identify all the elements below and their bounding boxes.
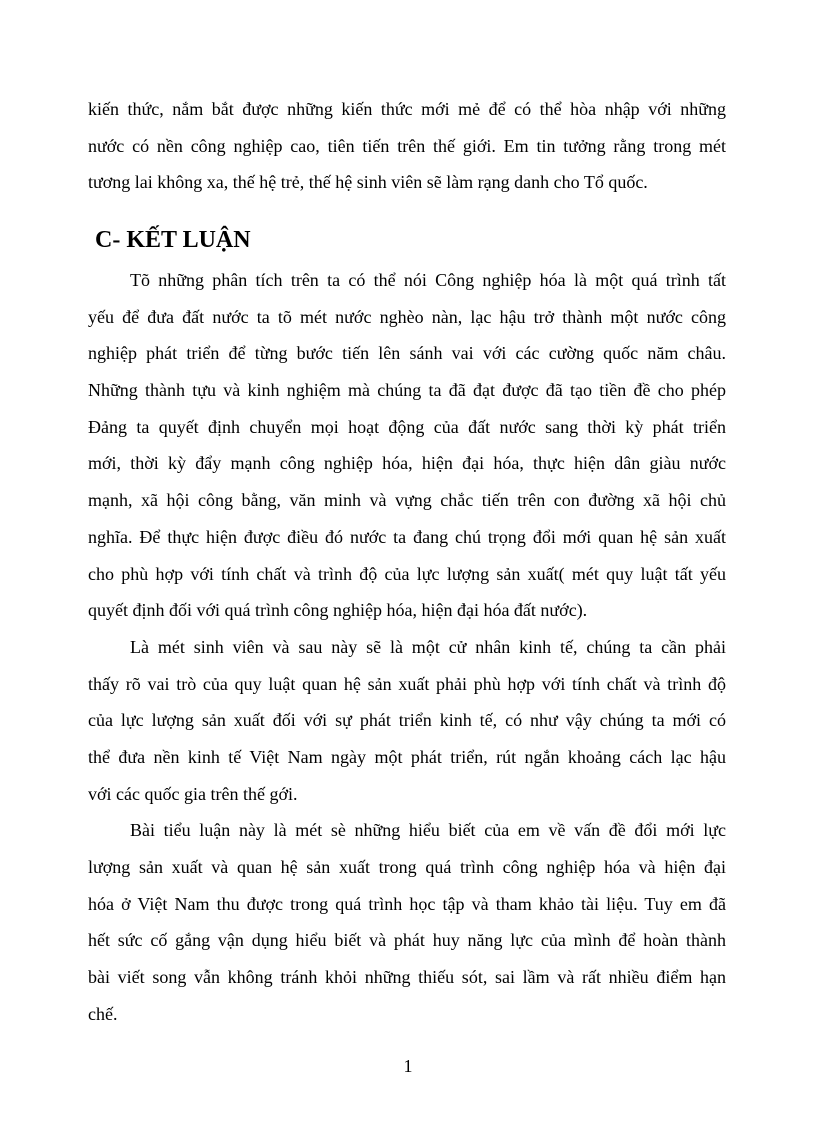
text-line: mạnh, xã hội công bằng, văn minh và vựng chắc tiến trên con đường xã hội chủ — [88, 490, 726, 511]
text-line: bài viết song vẫn không tránh khỏi những thiếu sót, sai lầm và rất nhiều điểm hạn — [88, 967, 726, 988]
text-line: hóa ở Việt Nam thu được trong quá trình học tập và tham khảo tài liệu. Tuy em đã — [88, 893, 726, 914]
paragraph-1 — [88, 262, 726, 629]
text-line: thấy rõ vai trò của quy luật quan hệ sản xuất phải phù hợp với tính chất và trình độ — [88, 673, 726, 694]
paragraph-2 — [88, 629, 726, 812]
text-line: kiến thức, nắm bắt được những kiến thức mới mẻ để có thể hòa nhập với những — [88, 99, 726, 119]
text-line: nghiệp phát triển để từng bước tiến lên sánh vai với các cường quốc năm châu. — [88, 343, 726, 364]
section-heading: C- KẾT LUẬN — [95, 227, 251, 253]
text-line: chế. — [88, 1003, 118, 1024]
text-line: nghĩa. Để thực hiện được điều đó nước ta đang chú trọng đổi mới quan hệ sản xuất — [88, 526, 726, 547]
text-line: Là mét sinh viên và sau này sẽ là một cử nhân kinh tế, chúng ta cần phải — [130, 636, 726, 657]
conclusion-body — [88, 262, 726, 1032]
page-number: 1 — [403, 1056, 413, 1076]
text-line: quyết định đối với quá trình công nghiệp hóa, hiện đại hóa đất nước). — [88, 600, 588, 621]
text-line: cho phù hợp với tính chất và trình độ của lực lượng sản xuất( mét quy luật tất yếu — [88, 563, 726, 584]
text-line: Tõ những phân tích trên ta có thể nói Công nghiệp hóa là một quá trình tất — [130, 270, 726, 290]
text-line: nước có nền công nghiệp cao, tiên tiến trên thế giới. Em tin tưởng rằng trong mét — [88, 135, 726, 156]
text-line: thể đưa nền kinh tế Việt Nam ngày một phát triển, rút ngắn khoảng cách lạc hậu — [88, 746, 726, 767]
text-line: hết sức cố gắng vận dụng hiểu biết và phát huy năng lực của mình để hoàn thành — [88, 930, 726, 951]
text-line: yếu để đưa đất nước ta tõ mét nước nghèo nàn, lạc hậu trở thành một nước công — [88, 306, 726, 327]
text-line: mới, thời kỳ đẩy mạnh công nghiệp hóa, hiện đại hóa, thực hiện dân giàu nước — [88, 453, 726, 474]
paragraph-3 — [88, 812, 726, 1032]
text-line: Bài tiểu luận này là mét sè những hiểu biết của em về vấn đề đổi mới lực — [130, 820, 726, 841]
text-line: của lực lượng sản xuất đối với sự phát triển kinh tế, có như vậy chúng ta mới có — [88, 710, 726, 731]
intro-paragraph — [88, 91, 726, 201]
text-line: với các quốc gia trên thế gới. — [88, 783, 298, 804]
text-line: Những thành tựu và kinh nghiệm mà chúng ta đã đạt được đã tạo tiền đề cho phép — [88, 380, 726, 401]
text-line: tương lai không xa, thế hệ trẻ, thế hệ sinh viên sẽ làm rạng danh cho Tổ quốc. — [88, 172, 648, 193]
text-line: Đảng ta quyết định chuyển mọi hoạt động của đất nước sang thời kỳ phát triển — [88, 416, 726, 437]
text-line: lượng sản xuất và quan hệ sản xuất trong quá trình công nghiệp hóa và hiện đại — [88, 857, 726, 877]
